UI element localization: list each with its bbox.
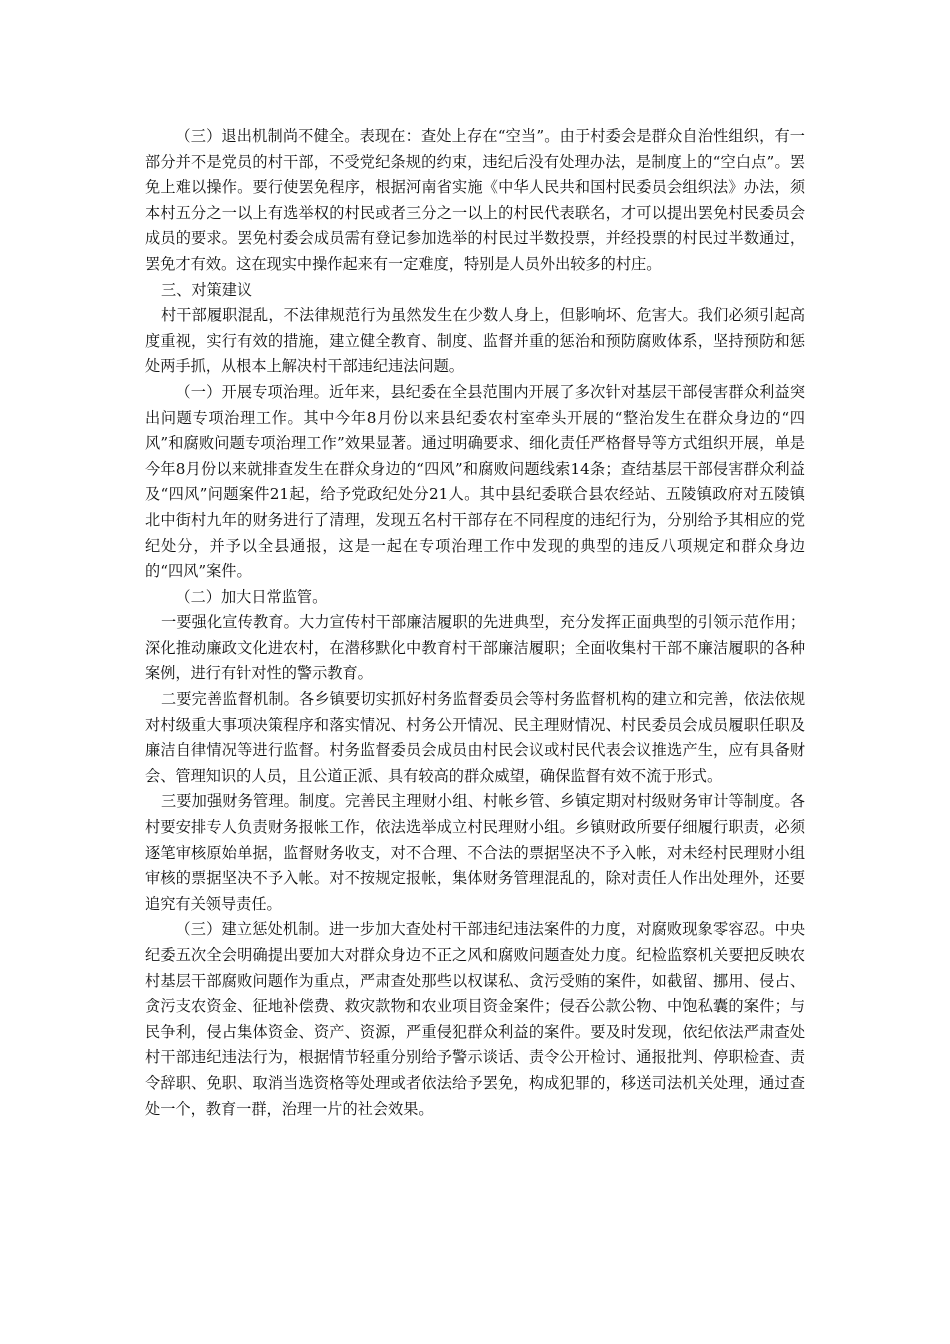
document-body [145, 124, 805, 1122]
paragraph-exit-mechanism: （三）退出机制尚不健全。表现在：查处上存在“空当”。由于村委会是群众自治性组织，有一部分并不是党员的村干部，不受党纪条规的约束，违纪后没有处理办法，是制度上的“空白点”。罢免上难以操作。要行使罢免程序，根据河南省实施《中华人民共和国村民委员会组织法》办法，须本村五分之一以上有选举权的村民或者三分之一以上的村民代表联名，才可以提出罢免村民委员会成员的要求。罢免村委会成员需有登记参加选举的村民过半数投票，并经投票的村民过半数通过，罢免才有效。这在现实中操作起来有一定难度，特别是人员外出较多的村庄。 [145, 127, 805, 273]
subheading-daily-supervision: （二）加大日常监管。 [175, 587, 328, 606]
paragraph-special-governance: （一）开展专项治理。近年来，县纪委在全县范围内开展了多次针对基层干部侵害群众利益突出问题专项治理工作。其中今年8月份以来县纪委农村室牵头开展的“整治发生在群众身边的“四风”和腐败问题专项治理工作”效果显著。通过明确要求、细化责任严格督导等方式组织开展，单是今年8月份以来就排查发生在群众身边的“四风”和腐败问题线索14条；查结基层干部侵害群众利益及“四风”问题案件21起，给予党政纪处分21人。其中县纪委联合县农经站、五陵镇政府对五陵镇北中街村九年的财务进行了清理，发现五名村干部存在不同程度的违纪行为，分别给予其相应的党纪处分，并予以全县通报，这是一起在专项治理工作中发现的典型的违反八项规定和群众身边的“四风”案件。 [145, 382, 805, 581]
paragraph-punishment-mechanism: （三）建立惩处机制。进一步加大查处村干部违纪违法案件的力度，对腐败现象零容忍。中央纪委五次全会明确提出要加大对群众身边不正之风和腐败问题查处力度。纪检监察机关要把反映农村基层干部腐败问题作为重点，严肃查处那些以权谋私、贪污受贿的案件，如截留、挪用、侵占、贪污支农资金、征地补偿费、救灾款物和农业项目资金案件；侵吞公款公物、中饱私囊的案件；与民争利，侵占集体资金、资产、资源，严重侵犯群众利益的案件。要及时发现，依纪依法严肃查处村干部违纪违法行为，根据情节轻重分别给予警示谈话、责令公开检讨、通报批判、停职检查、责令辞职、免职、取消当选资格等处理或者依法给予罢免，构成犯罪的，移送司法机关处理，通过查处一个，教育一群，治理一片的社会效果。 [145, 920, 805, 1118]
paragraph-financial-management: 三要加强财务管理。制度。完善民主理财小组、村帐乡管、乡镇定期对村级财务审计等制度。各村要安排专人负责财务报帐工作，依法选举成立村民理财小组。乡镇财政所要仔细履行职责，必须逐笔审核原始单据，监督财务收支，对不合理、不合法的票据坚决不予入帐，对未经村民理财小组审核的票据坚决不予入帐。对不按规定报帐，集体财务管理混乱的，除对责任人作出处理外，还要追究有关领导责任。 [145, 792, 805, 913]
paragraph-intro-countermeasures: 村干部履职混乱，不法律规范行为虽然发生在少数人身上，但影响坏、危害大。我们必须引起高度重视，实行有效的措施，建立健全教育、制度、监督并重的惩治和预防腐败体系，坚持预防和惩处两手抓，从根本上解决村干部违纪违法问题。 [145, 306, 805, 376]
paragraph-publicity-education: 一要强化宣传教育。大力宣传村干部廉洁履职的先进典型，充分发挥正面典型的引领示范作用；深化推动廉政文化进农村，在潜移默化中教育村干部廉洁履职；全面收集村干部不廉洁履职的各种案例，进行有针对性的警示教育。 [145, 613, 805, 683]
paragraph-supervision-mechanism: 二要完善监督机制。各乡镇要切实抓好村务监督委员会等村务监督机构的建立和完善，依法依规对村级重大事项决策程序和落实情况、村务公开情况、民主理财情况、村民委员会成员履职任职及廉洁自律情况等进行监督。村务监督委员会成员由村民会议或村民代表会议推选产生，应有具备财会、管理知识的人员，且公道正派、具有较高的群众威望，确保监督有效不流于形式。 [145, 690, 805, 785]
section-heading-countermeasures: 三、对策建议 [160, 280, 253, 299]
